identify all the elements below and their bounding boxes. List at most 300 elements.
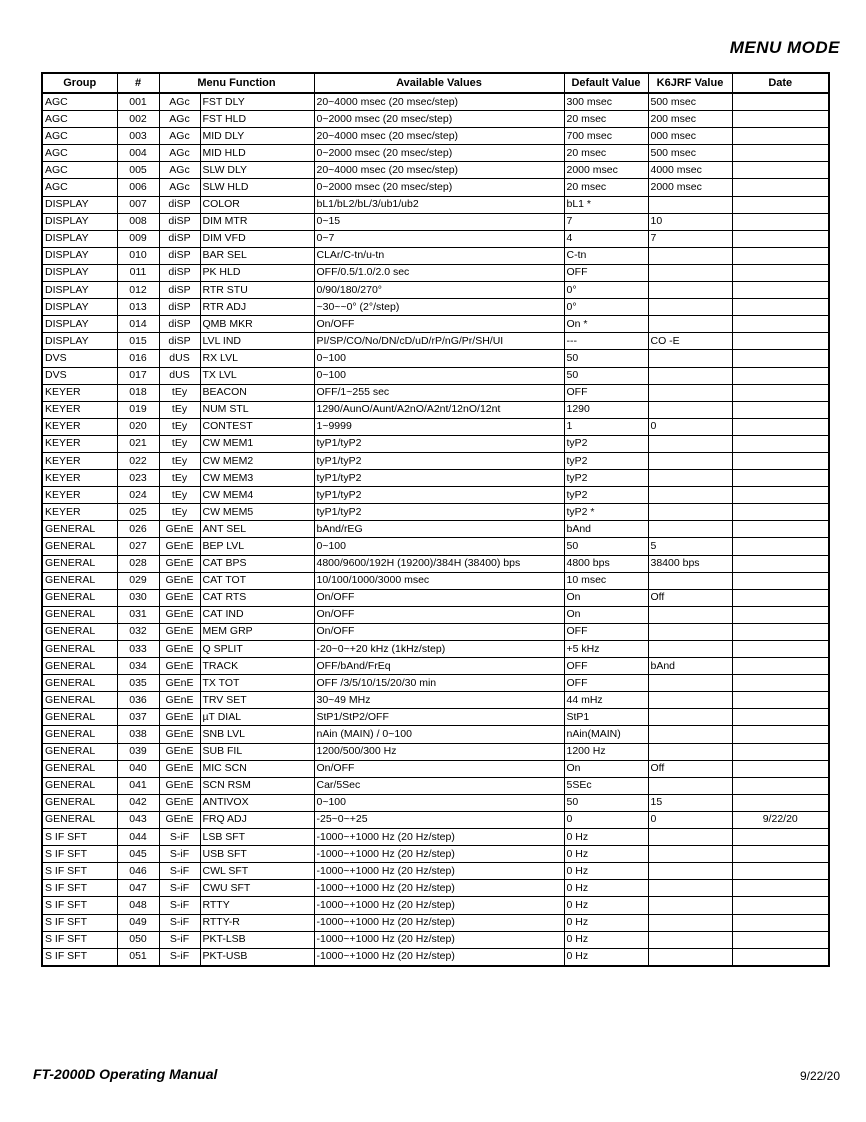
cell-number: 049 xyxy=(117,914,159,931)
cell-code: GEnE xyxy=(159,794,200,811)
cell-available-values: -1000~+1000 Hz (20 Hz/step) xyxy=(314,897,564,914)
cell-available-values: OFF/0.5/1.0/2.0 sec xyxy=(314,264,564,281)
cell-code: S-iF xyxy=(159,846,200,863)
cell-menu-function: SNB LVL xyxy=(200,726,314,743)
cell-default-value: 0° xyxy=(564,282,648,299)
cell-group: GENERAL xyxy=(42,658,117,675)
cell-available-values: bL1/bL2/bL/3/ub1/ub2 xyxy=(314,196,564,213)
cell-default-value: On * xyxy=(564,316,648,333)
cell-k6jrf-value xyxy=(648,846,732,863)
cell-available-values: 4800/9600/192H (19200)/384H (38400) bps xyxy=(314,555,564,572)
cell-code: GEnE xyxy=(159,726,200,743)
table-row xyxy=(42,384,829,401)
cell-menu-function: TRV SET xyxy=(200,692,314,709)
cell-number: 027 xyxy=(117,538,159,555)
cell-available-values: 20~4000 msec (20 msec/step) xyxy=(314,128,564,145)
cell-default-value: 20 msec xyxy=(564,179,648,196)
cell-menu-function: DIM MTR xyxy=(200,213,314,230)
cell-date xyxy=(732,367,829,384)
cell-group: KEYER xyxy=(42,470,117,487)
cell-k6jrf-value xyxy=(648,914,732,931)
cell-group: AGC xyxy=(42,179,117,196)
cell-number: 041 xyxy=(117,777,159,794)
cell-code: S-iF xyxy=(159,897,200,914)
cell-number: 048 xyxy=(117,897,159,914)
cell-k6jrf-value xyxy=(648,316,732,333)
cell-code: tEy xyxy=(159,487,200,504)
cell-code: tEy xyxy=(159,470,200,487)
cell-number: 022 xyxy=(117,452,159,469)
cell-group: GENERAL xyxy=(42,743,117,760)
cell-k6jrf-value xyxy=(648,726,732,743)
cell-group: DVS xyxy=(42,367,117,384)
table-row xyxy=(42,760,829,777)
cell-default-value: OFF xyxy=(564,264,648,281)
cell-default-value: OFF xyxy=(564,675,648,692)
column-header-available-values: Available Values xyxy=(314,73,564,93)
cell-number: 015 xyxy=(117,333,159,350)
cell-group: AGC xyxy=(42,162,117,179)
cell-k6jrf-value xyxy=(648,777,732,794)
cell-available-values: 0~100 xyxy=(314,367,564,384)
cell-k6jrf-value: 000 msec xyxy=(648,128,732,145)
table-row xyxy=(42,213,829,230)
cell-date xyxy=(732,709,829,726)
cell-date xyxy=(732,931,829,948)
cell-available-values: tyP1/tyP2 xyxy=(314,487,564,504)
cell-k6jrf-value: 0 xyxy=(648,418,732,435)
cell-available-values: tyP1/tyP2 xyxy=(314,435,564,452)
cell-group: S IF SFT xyxy=(42,863,117,880)
cell-menu-function: LVL IND xyxy=(200,333,314,350)
cell-code: dUS xyxy=(159,367,200,384)
cell-available-values: 0~100 xyxy=(314,350,564,367)
cell-code: diSP xyxy=(159,264,200,281)
cell-number: 020 xyxy=(117,418,159,435)
cell-available-values: 10/100/1000/3000 msec xyxy=(314,572,564,589)
cell-k6jrf-value xyxy=(648,623,732,640)
cell-available-values: 20~4000 msec (20 msec/step) xyxy=(314,162,564,179)
cell-date xyxy=(732,914,829,931)
cell-number: 035 xyxy=(117,675,159,692)
cell-k6jrf-value xyxy=(648,863,732,880)
cell-default-value: tyP2 xyxy=(564,452,648,469)
table-row xyxy=(42,435,829,452)
cell-date xyxy=(732,128,829,145)
table-row xyxy=(42,811,829,828)
cell-number: 025 xyxy=(117,504,159,521)
table-body xyxy=(42,93,829,966)
cell-code: GEnE xyxy=(159,606,200,623)
cell-menu-function: CAT TOT xyxy=(200,572,314,589)
table-row xyxy=(42,914,829,931)
cell-menu-function: COLOR xyxy=(200,196,314,213)
cell-k6jrf-value xyxy=(648,675,732,692)
cell-code: S-iF xyxy=(159,914,200,931)
table-row xyxy=(42,418,829,435)
cell-available-values: PI/SP/CO/No/DN/cD/uD/rP/nG/Pr/SH/UI xyxy=(314,333,564,350)
cell-code: GEnE xyxy=(159,692,200,709)
table-row xyxy=(42,931,829,948)
cell-group: KEYER xyxy=(42,418,117,435)
cell-code: diSP xyxy=(159,213,200,230)
cell-number: 042 xyxy=(117,794,159,811)
cell-number: 009 xyxy=(117,230,159,247)
cell-date xyxy=(732,880,829,897)
table-row xyxy=(42,333,829,350)
cell-code: AGc xyxy=(159,111,200,128)
cell-menu-function: CWL SFT xyxy=(200,863,314,880)
cell-number: 034 xyxy=(117,658,159,675)
cell-k6jrf-value xyxy=(648,487,732,504)
cell-default-value: nAin(MAIN) xyxy=(564,726,648,743)
cell-available-values: -1000~+1000 Hz (20 Hz/step) xyxy=(314,863,564,880)
cell-default-value: 20 msec xyxy=(564,145,648,162)
cell-date xyxy=(732,743,829,760)
cell-default-value: 50 xyxy=(564,367,648,384)
cell-menu-function: SCN RSM xyxy=(200,777,314,794)
cell-number: 039 xyxy=(117,743,159,760)
cell-number: 032 xyxy=(117,623,159,640)
table-row xyxy=(42,641,829,658)
cell-available-values: On/OFF xyxy=(314,623,564,640)
cell-k6jrf-value xyxy=(648,743,732,760)
cell-code: GEnE xyxy=(159,641,200,658)
cell-date xyxy=(732,384,829,401)
cell-menu-function: ANTIVOX xyxy=(200,794,314,811)
cell-number: 010 xyxy=(117,247,159,264)
cell-available-values: 0~100 xyxy=(314,794,564,811)
cell-code: GEnE xyxy=(159,811,200,828)
cell-available-values: 0~7 xyxy=(314,230,564,247)
cell-k6jrf-value: 15 xyxy=(648,794,732,811)
cell-date xyxy=(732,247,829,264)
cell-code: S-iF xyxy=(159,880,200,897)
cell-group: GENERAL xyxy=(42,675,117,692)
cell-default-value: On xyxy=(564,589,648,606)
cell-date xyxy=(732,623,829,640)
cell-date xyxy=(732,487,829,504)
cell-k6jrf-value xyxy=(648,470,732,487)
cell-number: 038 xyxy=(117,726,159,743)
table-row xyxy=(42,897,829,914)
cell-default-value: C-tn xyxy=(564,247,648,264)
cell-number: 028 xyxy=(117,555,159,572)
cell-group: S IF SFT xyxy=(42,914,117,931)
cell-code: AGc xyxy=(159,162,200,179)
cell-code: GEnE xyxy=(159,675,200,692)
page-footer xyxy=(33,1066,840,1088)
cell-default-value: 20 msec xyxy=(564,111,648,128)
cell-number: 026 xyxy=(117,521,159,538)
cell-date xyxy=(732,606,829,623)
cell-k6jrf-value: CO -E xyxy=(648,333,732,350)
cell-default-value: tyP2 xyxy=(564,435,648,452)
cell-group: DISPLAY xyxy=(42,316,117,333)
cell-code: diSP xyxy=(159,299,200,316)
menu-mode-table xyxy=(41,72,830,967)
table-row xyxy=(42,555,829,572)
cell-code: GEnE xyxy=(159,623,200,640)
cell-menu-function: FRQ ADJ xyxy=(200,811,314,828)
cell-available-values: 1290/AunO/Aunt/A2nO/A2nt/12nO/12nt xyxy=(314,401,564,418)
cell-date xyxy=(732,452,829,469)
cell-number: 013 xyxy=(117,299,159,316)
cell-k6jrf-value: Off xyxy=(648,589,732,606)
cell-code: diSP xyxy=(159,230,200,247)
cell-date xyxy=(732,641,829,658)
cell-code: diSP xyxy=(159,333,200,350)
cell-available-values: 0~2000 msec (20 msec/step) xyxy=(314,145,564,162)
cell-available-values: -1000~+1000 Hz (20 Hz/step) xyxy=(314,931,564,948)
table-row xyxy=(42,470,829,487)
cell-k6jrf-value xyxy=(648,948,732,966)
cell-code: tEy xyxy=(159,504,200,521)
cell-date xyxy=(732,658,829,675)
cell-number: 024 xyxy=(117,487,159,504)
table-row xyxy=(42,589,829,606)
cell-menu-function: PK HLD xyxy=(200,264,314,281)
cell-available-values: 1~9999 xyxy=(314,418,564,435)
cell-menu-function: CAT RTS xyxy=(200,589,314,606)
cell-k6jrf-value: 2000 msec xyxy=(648,179,732,196)
cell-date xyxy=(732,264,829,281)
cell-menu-function: BAR SEL xyxy=(200,247,314,264)
cell-menu-function: CONTEST xyxy=(200,418,314,435)
cell-menu-function: PKT-USB xyxy=(200,948,314,966)
cell-available-values: 30~49 MHz xyxy=(314,692,564,709)
cell-code: S-iF xyxy=(159,829,200,846)
cell-available-values: -1000~+1000 Hz (20 Hz/step) xyxy=(314,914,564,931)
menu-mode-table-container xyxy=(41,72,828,967)
cell-number: 014 xyxy=(117,316,159,333)
cell-date xyxy=(732,213,829,230)
table-row xyxy=(42,538,829,555)
cell-k6jrf-value: 10 xyxy=(648,213,732,230)
table-row xyxy=(42,948,829,966)
cell-k6jrf-value xyxy=(648,641,732,658)
cell-menu-function: µT DIAL xyxy=(200,709,314,726)
cell-default-value: 4800 bps xyxy=(564,555,648,572)
table-row xyxy=(42,179,829,196)
cell-date xyxy=(732,93,829,111)
table-row xyxy=(42,709,829,726)
table-row xyxy=(42,401,829,418)
cell-menu-function: BEACON xyxy=(200,384,314,401)
cell-group: S IF SFT xyxy=(42,846,117,863)
table-row xyxy=(42,675,829,692)
cell-group: KEYER xyxy=(42,504,117,521)
cell-k6jrf-value xyxy=(648,282,732,299)
cell-available-values: 20~4000 msec (20 msec/step) xyxy=(314,93,564,111)
cell-group: GENERAL xyxy=(42,709,117,726)
column-header-k6jrf-value: K6JRF Value xyxy=(648,73,732,93)
cell-code: AGc xyxy=(159,179,200,196)
cell-k6jrf-value xyxy=(648,401,732,418)
cell-menu-function: CW MEM3 xyxy=(200,470,314,487)
cell-group: AGC xyxy=(42,93,117,111)
cell-available-values: 1200/500/300 Hz xyxy=(314,743,564,760)
table-row xyxy=(42,316,829,333)
cell-available-values: On/OFF xyxy=(314,589,564,606)
table-row xyxy=(42,282,829,299)
cell-k6jrf-value xyxy=(648,709,732,726)
cell-code: dUS xyxy=(159,350,200,367)
cell-date xyxy=(732,675,829,692)
cell-number: 031 xyxy=(117,606,159,623)
cell-date xyxy=(732,282,829,299)
cell-available-values: 0~100 xyxy=(314,538,564,555)
cell-menu-function: MIC SCN xyxy=(200,760,314,777)
cell-date xyxy=(732,897,829,914)
table-row xyxy=(42,692,829,709)
cell-available-values: 0/90/180/270° xyxy=(314,282,564,299)
cell-group: GENERAL xyxy=(42,692,117,709)
cell-date xyxy=(732,692,829,709)
cell-group: DISPLAY xyxy=(42,282,117,299)
cell-k6jrf-value xyxy=(648,435,732,452)
table-row xyxy=(42,196,829,213)
cell-group: GENERAL xyxy=(42,760,117,777)
cell-group: GENERAL xyxy=(42,538,117,555)
table-row xyxy=(42,128,829,145)
table-row xyxy=(42,93,829,111)
cell-group: GENERAL xyxy=(42,521,117,538)
cell-k6jrf-value: 7 xyxy=(648,230,732,247)
cell-date xyxy=(732,863,829,880)
table-row xyxy=(42,863,829,880)
cell-number: 019 xyxy=(117,401,159,418)
cell-group: S IF SFT xyxy=(42,829,117,846)
cell-date xyxy=(732,589,829,606)
cell-date xyxy=(732,111,829,128)
cell-code: GEnE xyxy=(159,555,200,572)
cell-menu-function: NUM STL xyxy=(200,401,314,418)
cell-group: AGC xyxy=(42,128,117,145)
cell-default-value: 300 msec xyxy=(564,93,648,111)
table-row xyxy=(42,350,829,367)
table-row xyxy=(42,247,829,264)
cell-default-value: tyP2 xyxy=(564,487,648,504)
cell-code: GEnE xyxy=(159,743,200,760)
cell-group: DVS xyxy=(42,350,117,367)
cell-k6jrf-value xyxy=(648,247,732,264)
cell-available-values: On/OFF xyxy=(314,316,564,333)
table-row xyxy=(42,606,829,623)
cell-default-value: 0 Hz xyxy=(564,863,648,880)
cell-code: tEy xyxy=(159,452,200,469)
table-row xyxy=(42,367,829,384)
table-row xyxy=(42,777,829,794)
cell-menu-function: CAT IND xyxy=(200,606,314,623)
cell-default-value: 1 xyxy=(564,418,648,435)
cell-available-values: -1000~+1000 Hz (20 Hz/step) xyxy=(314,829,564,846)
cell-number: 040 xyxy=(117,760,159,777)
cell-k6jrf-value xyxy=(648,606,732,623)
table-row xyxy=(42,880,829,897)
cell-menu-function: TX LVL xyxy=(200,367,314,384)
cell-default-value: 4 xyxy=(564,230,648,247)
cell-default-value: 50 xyxy=(564,794,648,811)
cell-available-values: tyP1/tyP2 xyxy=(314,504,564,521)
cell-date xyxy=(732,418,829,435)
table-header-row xyxy=(42,73,829,93)
cell-default-value: OFF xyxy=(564,384,648,401)
cell-menu-function: CW MEM5 xyxy=(200,504,314,521)
cell-code: GEnE xyxy=(159,777,200,794)
cell-k6jrf-value xyxy=(648,692,732,709)
cell-group: S IF SFT xyxy=(42,931,117,948)
cell-group: S IF SFT xyxy=(42,897,117,914)
cell-code: GEnE xyxy=(159,589,200,606)
footer-date: 9/22/20 xyxy=(799,1069,840,1083)
cell-code: S-iF xyxy=(159,931,200,948)
cell-k6jrf-value xyxy=(648,572,732,589)
table-row xyxy=(42,145,829,162)
table-row xyxy=(42,572,829,589)
cell-menu-function: DIM VFD xyxy=(200,230,314,247)
cell-default-value: 1290 xyxy=(564,401,648,418)
cell-number: 007 xyxy=(117,196,159,213)
cell-default-value: --- xyxy=(564,333,648,350)
cell-menu-function: SLW DLY xyxy=(200,162,314,179)
cell-default-value: StP1 xyxy=(564,709,648,726)
cell-code: tEy xyxy=(159,401,200,418)
cell-date xyxy=(732,350,829,367)
cell-group: GENERAL xyxy=(42,794,117,811)
cell-default-value: 0° xyxy=(564,299,648,316)
cell-number: 003 xyxy=(117,128,159,145)
cell-menu-function: CW MEM1 xyxy=(200,435,314,452)
column-header-default-value: Default Value xyxy=(564,73,648,93)
cell-menu-function: FST HLD xyxy=(200,111,314,128)
cell-date xyxy=(732,316,829,333)
cell-date xyxy=(732,555,829,572)
cell-number: 045 xyxy=(117,846,159,863)
table-row xyxy=(42,299,829,316)
table-row xyxy=(42,521,829,538)
cell-date xyxy=(732,504,829,521)
cell-group: DISPLAY xyxy=(42,333,117,350)
cell-group: KEYER xyxy=(42,435,117,452)
cell-group: GENERAL xyxy=(42,589,117,606)
cell-k6jrf-value xyxy=(648,452,732,469)
cell-number: 018 xyxy=(117,384,159,401)
cell-available-values: 0~2000 msec (20 msec/step) xyxy=(314,111,564,128)
cell-k6jrf-value xyxy=(648,504,732,521)
cell-code: diSP xyxy=(159,316,200,333)
cell-number: 050 xyxy=(117,931,159,948)
cell-group: KEYER xyxy=(42,401,117,418)
cell-date xyxy=(732,179,829,196)
cell-k6jrf-value xyxy=(648,264,732,281)
cell-menu-function: RX LVL xyxy=(200,350,314,367)
cell-group: DISPLAY xyxy=(42,196,117,213)
cell-group: DISPLAY xyxy=(42,299,117,316)
cell-code: S-iF xyxy=(159,863,200,880)
cell-group: GENERAL xyxy=(42,572,117,589)
cell-available-values: tyP1/tyP2 xyxy=(314,470,564,487)
cell-k6jrf-value xyxy=(648,384,732,401)
cell-code: GEnE xyxy=(159,572,200,589)
cell-group: GENERAL xyxy=(42,777,117,794)
cell-code: diSP xyxy=(159,247,200,264)
cell-number: 002 xyxy=(117,111,159,128)
cell-group: S IF SFT xyxy=(42,948,117,966)
table-row xyxy=(42,452,829,469)
cell-default-value: On xyxy=(564,606,648,623)
column-header-number: # xyxy=(117,73,159,93)
